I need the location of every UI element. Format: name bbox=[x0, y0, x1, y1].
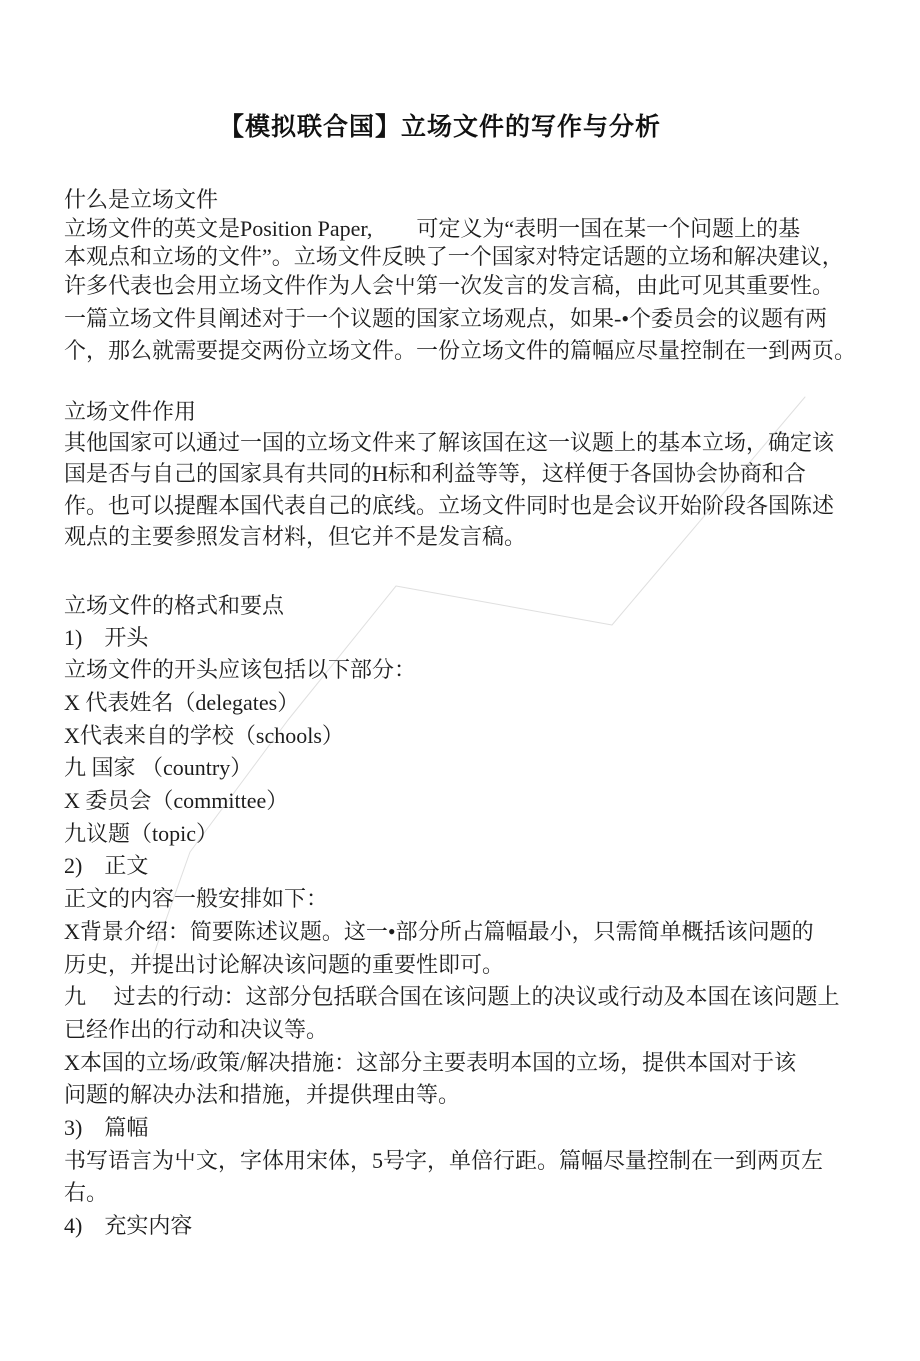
text-line: X背景介绍：简要陈述议题。这一•部分所占篇幅最小，只需简单概括该问题的 bbox=[64, 918, 814, 944]
section-heading-what-is: 什么是立场文件 bbox=[64, 187, 219, 212]
text-line: 一篇立场文件貝阐述对于一个议题的国家立场观点，如果-•个委员会的议题有两 bbox=[64, 305, 828, 331]
list-item-committee: X 委员会（committee） bbox=[64, 788, 289, 814]
list-item-length: 3) 篇幅 bbox=[64, 1115, 149, 1141]
list-item-body: 2) 正文 bbox=[64, 853, 149, 879]
text-line: 九 过去的行动：这部分包括联合国在该问题上的决议或行动及本国在该问题上 bbox=[64, 984, 840, 1010]
text-line: 个，那么就需要提交两份立场文件。一份立场文件的篇幅应尽量控制在一到两页。 bbox=[64, 338, 857, 364]
list-item-opening: 1) 开头 bbox=[64, 624, 149, 650]
text-line: 国是否与自己的国家具有共同的H标和利益等等，这样便于各国协会协商和合 bbox=[64, 461, 806, 487]
text-line: 许多代表也会用立场文件作为人会屮第一次发言的发言稿，由此可见其重要性。 bbox=[64, 272, 835, 298]
text-line: 已经作出的行动和决议等。 bbox=[64, 1016, 329, 1042]
paragraph-definition bbox=[64, 215, 876, 300]
text-line: X本国的立场/政策/解决措施：这部分主要表明本国的立场，提供本国对于该 bbox=[64, 1049, 797, 1075]
section-heading-purpose: 立场文件作用 bbox=[64, 398, 197, 424]
text-line: 历史，并提出讨论解决该问题的重要性即可。 bbox=[64, 951, 505, 977]
text-line: 本观点和立场的文件”。立场文件反映了一个国家对特定话题的立场和解决建议， bbox=[64, 244, 844, 270]
document-content bbox=[64, 0, 876, 1243]
list-item-country: 九 国家 （country） bbox=[64, 755, 253, 781]
section-heading-format: 立场文件的格式和要点 bbox=[64, 592, 285, 618]
paragraph-one-topic bbox=[64, 303, 876, 368]
paragraph-format-points bbox=[64, 622, 876, 1243]
text-line: 立场文件的英文是Position Paper, 可定义为“表明一国在某一个问题上的基 bbox=[64, 216, 801, 241]
list-item-topic: 九议题（topic） bbox=[64, 820, 218, 846]
text-line: 其他国家可以通过一国的立场文件来了解该国在这一议题上的基本立场，确定该 bbox=[64, 429, 835, 455]
document-title: 【模拟联合国】立场文件的写作与分析 bbox=[218, 113, 661, 141]
list-item-content: 4) 充实内容 bbox=[64, 1213, 193, 1239]
list-item-schools: X代表来自的学校（schools） bbox=[64, 722, 344, 748]
text-line: 观点的主要参照发言材料，但它并不是发言稿。 bbox=[64, 524, 527, 550]
list-item-delegates: X 代表姓名（delegates） bbox=[64, 689, 300, 715]
text-line: 书写语言为屮文，字体用宋体，5号字，单倍行距。篇幅尽量控制在一到两页左 bbox=[64, 1147, 824, 1173]
text-line: 问题的解决办法和措施，并提供理由等。 bbox=[64, 1082, 461, 1108]
paragraph-purpose bbox=[64, 427, 876, 553]
text-line: 立场文件的开头应该包括以下部分： bbox=[64, 657, 417, 683]
text-line: 作。也可以提醒本国代表自己的底线。立场文件同时也是会议开始阶段各国陈述 bbox=[64, 492, 835, 518]
text-line: 正文的内容一般安排如下： bbox=[64, 886, 329, 912]
text-line: 右。 bbox=[64, 1180, 109, 1206]
